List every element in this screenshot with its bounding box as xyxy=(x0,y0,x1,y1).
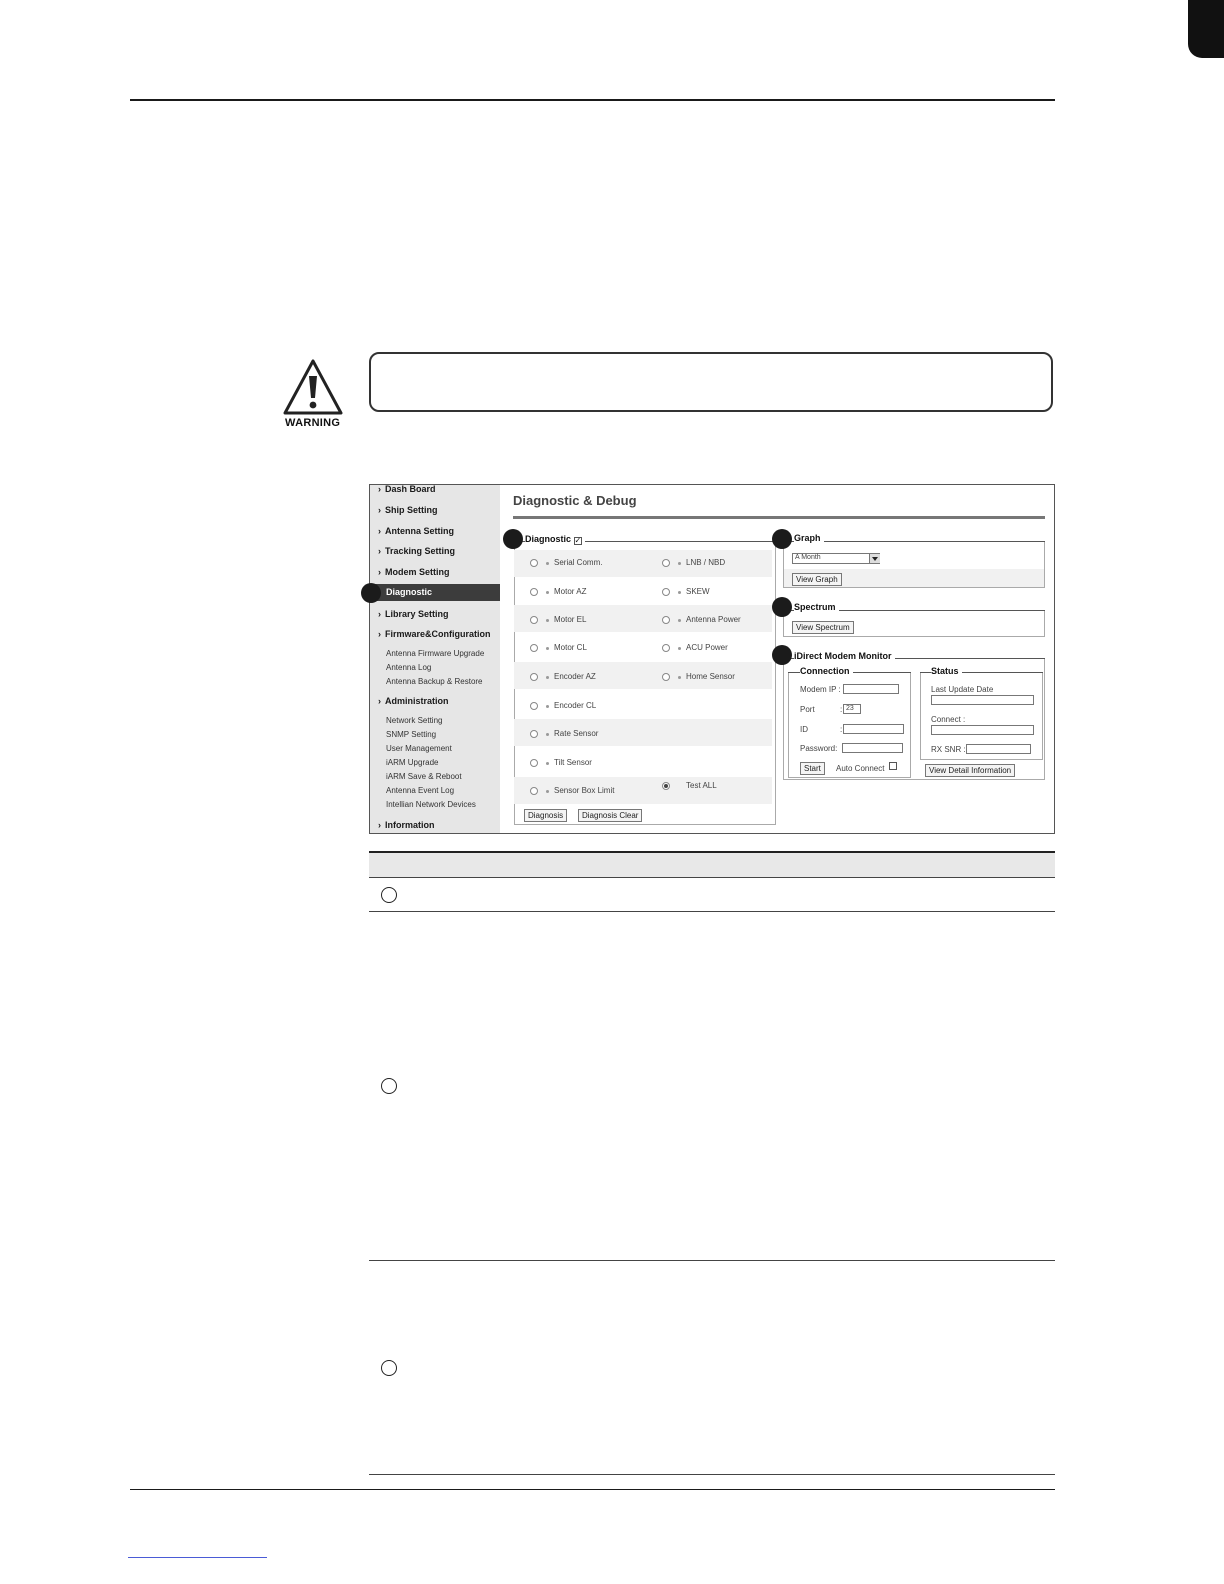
view-graph-button[interactable]: View Graph xyxy=(792,573,842,586)
page-title: Diagnostic & Debug xyxy=(513,493,637,508)
footer-rule xyxy=(130,1489,1055,1490)
status-dot xyxy=(546,619,549,622)
sidebar-sub-antenna-log[interactable]: Antenna Log xyxy=(386,663,432,672)
id-input[interactable] xyxy=(843,724,904,734)
status-dot xyxy=(678,591,681,594)
auto-connect-label: Auto Connect xyxy=(836,764,885,773)
sidebar-item-tracking-setting[interactable]: › Tracking Setting xyxy=(378,546,456,556)
auto-connect-checkbox[interactable] xyxy=(889,762,897,770)
warning-box xyxy=(369,352,1053,412)
warning-triangle-icon xyxy=(282,358,344,418)
diagnostic-row xyxy=(514,777,772,804)
connection-title: Connection xyxy=(800,666,853,676)
diagnostic-row xyxy=(514,719,772,746)
sidebar-sub-user-management[interactable]: User Management xyxy=(386,744,452,753)
diagnostic-row xyxy=(514,691,772,718)
diagnosis-clear-button[interactable]: Diagnosis Clear xyxy=(578,809,642,822)
sidebar-item-diagnostic[interactable]: Diagnostic xyxy=(370,584,500,601)
port-colon: : xyxy=(840,705,843,714)
port-input[interactable]: 23 xyxy=(843,704,861,714)
modem-ip-label: Modem IP : xyxy=(800,685,841,694)
sidebar-item-administration[interactable]: › Administration xyxy=(378,696,449,706)
row-number-circle xyxy=(381,1360,397,1376)
radio-lnb-nbd[interactable] xyxy=(662,559,670,567)
radio-encoder-az[interactable] xyxy=(530,673,538,681)
warning-label: WARNING xyxy=(285,417,341,429)
status-dot xyxy=(678,647,681,650)
sidebar-item-modem-setting[interactable]: › Modem Setting xyxy=(378,567,450,577)
row-number-circle xyxy=(381,1078,397,1094)
spectrum-title: Spectrum xyxy=(794,602,839,612)
status-dot xyxy=(546,733,549,736)
sidebar-sub-snmp-setting[interactable]: SNMP Setting xyxy=(386,730,437,739)
sidebar-sub-antenna-backup[interactable]: Antenna Backup & Restore xyxy=(386,677,483,686)
status-dot xyxy=(546,676,549,679)
last-update-field xyxy=(931,695,1034,705)
sidebar-sub-antenna-event-log[interactable]: Antenna Event Log xyxy=(386,786,455,795)
status-dot xyxy=(678,619,681,622)
chevron-down-icon[interactable] xyxy=(869,554,880,563)
label-sensor-box-limit: Sensor Box Limit xyxy=(554,786,615,795)
id-colon: : xyxy=(840,725,843,734)
diagnostic-checkbox[interactable]: ✓ xyxy=(574,536,582,545)
sidebar-sub-antenna-firmware-upgrade[interactable]: Antenna Firmware Upgrade xyxy=(386,649,485,658)
label-tilt-sensor: Tilt Sensor xyxy=(554,758,592,767)
diagnostic-title: Diagnostic ✓ xyxy=(525,534,585,544)
sidebar-sub-intellian-network-devices[interactable]: Intellian Network Devices xyxy=(386,800,476,809)
sidebar-item-information[interactable]: › Information xyxy=(378,820,435,830)
page-edge-tab xyxy=(1188,0,1224,58)
connect-label: Connect : xyxy=(931,715,966,724)
label-acu-power: ACU Power xyxy=(686,643,728,652)
label-serial-comm: Serial Comm. xyxy=(554,558,603,567)
modem-monitor-title: iDirect Modem Monitor xyxy=(794,651,895,661)
modem-ip-input[interactable] xyxy=(843,684,899,694)
status-dot xyxy=(546,591,549,594)
rx-snr-field xyxy=(966,744,1031,754)
header-rule xyxy=(130,99,1055,101)
row-number-circle xyxy=(381,887,397,903)
radio-sensor-box-limit[interactable] xyxy=(530,787,538,795)
table-row-divider xyxy=(369,1474,1055,1475)
radio-acu-power[interactable] xyxy=(662,644,670,652)
ui-screenshot xyxy=(369,484,1055,834)
view-spectrum-button[interactable]: View Spectrum xyxy=(792,621,854,634)
radio-motor-az[interactable] xyxy=(530,588,538,596)
graph-title: Graph xyxy=(794,533,824,543)
diagnosis-button[interactable]: Diagnosis xyxy=(524,809,567,822)
table-header xyxy=(369,851,1055,878)
status-dot xyxy=(546,705,549,708)
sidebar-sub-iarm-save-reboot[interactable]: iARM Save & Reboot xyxy=(386,772,462,781)
status-dot xyxy=(546,647,549,650)
radio-motor-el[interactable] xyxy=(530,616,538,624)
rx-snr-label: RX SNR : xyxy=(931,745,966,754)
sidebar-item-antenna-setting[interactable]: › Antenna Setting xyxy=(378,526,454,536)
radio-skew[interactable] xyxy=(662,588,670,596)
label-antenna-power: Antenna Power xyxy=(686,615,741,624)
id-label: ID xyxy=(800,725,808,734)
radio-motor-cl[interactable] xyxy=(530,644,538,652)
diagnostic-row xyxy=(514,633,772,660)
sidebar-item-firmware[interactable]: › Firmware&Configuration xyxy=(378,629,491,639)
diagnostic-row xyxy=(514,748,772,775)
sidebar-item-library-setting[interactable]: › Library Setting xyxy=(378,609,449,619)
status-dot xyxy=(546,790,549,793)
label-encoder-az: Encoder AZ xyxy=(554,672,596,681)
status-dot xyxy=(546,762,549,765)
label-test-all: Test ALL xyxy=(686,781,717,790)
title-rule xyxy=(513,516,1045,519)
footer-link-underline[interactable] xyxy=(128,1557,267,1558)
status-title: Status xyxy=(931,666,962,676)
label-motor-el: Motor EL xyxy=(554,615,587,624)
view-detail-button[interactable]: View Detail Information xyxy=(925,764,1015,777)
password-input[interactable] xyxy=(842,743,903,753)
sidebar xyxy=(370,485,500,834)
label-encoder-cl: Encoder CL xyxy=(554,701,597,710)
radio-home-sensor[interactable] xyxy=(662,673,670,681)
sidebar-sub-iarm-upgrade[interactable]: iARM Upgrade xyxy=(386,758,439,767)
radio-tilt-sensor[interactable] xyxy=(530,759,538,767)
label-skew: SKEW xyxy=(686,587,710,596)
callout-marker xyxy=(503,529,523,549)
diagnostic-row xyxy=(514,550,772,577)
label-lnb-nbd: LNB / NBD xyxy=(686,558,726,567)
status-dot xyxy=(678,562,681,565)
label-motor-az: Motor AZ xyxy=(554,587,587,596)
label-motor-cl: Motor CL xyxy=(554,643,587,652)
port-label: Port xyxy=(800,705,815,714)
diagnostic-row xyxy=(514,577,772,604)
connect-field xyxy=(931,725,1034,735)
last-update-label: Last Update Date xyxy=(931,685,994,694)
status-dot xyxy=(546,562,549,565)
status-dot xyxy=(678,676,681,679)
label-home-sensor: Home Sensor xyxy=(686,672,735,681)
radio-rate-sensor[interactable] xyxy=(530,730,538,738)
password-label: Password: xyxy=(800,744,838,753)
sidebar-item-ship-setting[interactable]: › Ship Setting xyxy=(378,505,438,515)
radio-antenna-power[interactable] xyxy=(662,616,670,624)
table-row-divider xyxy=(369,1260,1055,1261)
radio-encoder-cl[interactable] xyxy=(530,702,538,710)
callout-marker xyxy=(361,583,381,603)
table-row-divider xyxy=(369,911,1055,912)
graph-period-select[interactable]: A Month xyxy=(792,553,880,564)
callout-marker xyxy=(772,645,792,665)
sidebar-sub-network-setting[interactable]: Network Setting xyxy=(386,716,443,725)
sidebar-item-dash-board[interactable]: › Dash Board xyxy=(378,484,436,494)
start-button[interactable]: Start xyxy=(800,762,825,775)
radio-serial-comm[interactable] xyxy=(530,559,538,567)
radio-test-all[interactable] xyxy=(662,782,670,790)
callout-marker xyxy=(772,597,792,617)
callout-marker xyxy=(772,529,792,549)
label-rate-sensor: Rate Sensor xyxy=(554,729,599,738)
